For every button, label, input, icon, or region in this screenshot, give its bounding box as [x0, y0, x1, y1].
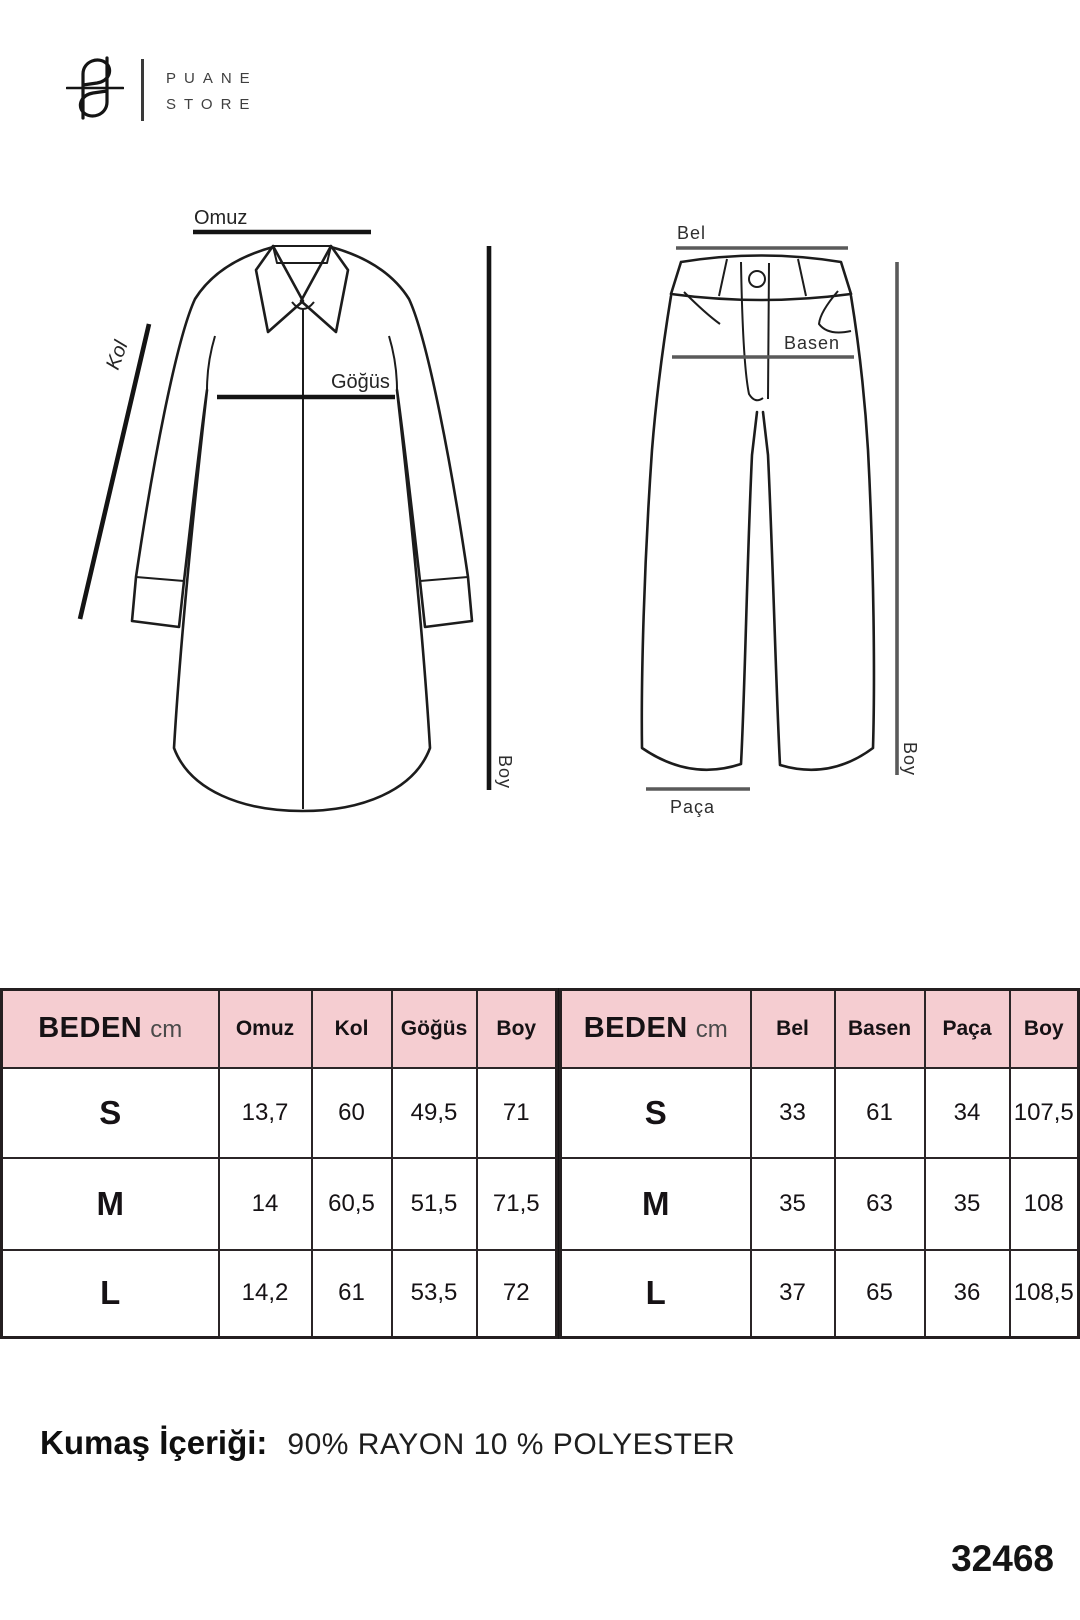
pants-col-basen: Basen [835, 990, 925, 1068]
value-cell: 108,5 [1010, 1250, 1079, 1338]
size-cell: S [561, 1068, 751, 1158]
shirt-chest-label: Göğüs [331, 371, 390, 393]
value-cell: 49,5 [392, 1068, 477, 1158]
value-cell: 13,7 [219, 1068, 312, 1158]
product-code: 32468 [951, 1538, 1054, 1579]
fabric-content-label: Kumaş İçeriği: [40, 1424, 268, 1461]
pants-length-label: Boy [900, 742, 920, 777]
shirt-shoulder-label: Omuz [194, 207, 248, 229]
value-cell: 65 [835, 1250, 925, 1338]
shirt-col-gogus: Göğüs [392, 990, 477, 1068]
shirt-sleeve-label: Kol [102, 338, 133, 373]
pants-row-l [561, 1250, 1079, 1338]
value-cell: 33 [751, 1068, 835, 1158]
pants-size-table [559, 988, 1080, 1339]
size-cell: M [2, 1158, 219, 1250]
shirt-row-s [2, 1068, 557, 1158]
value-cell: 36 [925, 1250, 1010, 1338]
pants-hip-label: Basen [784, 333, 841, 353]
value-cell: 51,5 [392, 1158, 477, 1250]
size-cell: L [2, 1250, 219, 1338]
pants-waist-label: Bel [677, 223, 707, 243]
pants-col-boy: Boy [1010, 990, 1079, 1068]
value-cell: 14 [219, 1158, 312, 1250]
unit-label: cm [150, 1016, 183, 1044]
value-cell: 63 [835, 1158, 925, 1250]
shirt-col-omuz: Omuz [219, 990, 312, 1068]
pants-table-header-row [561, 990, 1079, 1068]
fabric-content-line [40, 1424, 735, 1462]
value-cell: 35 [925, 1158, 1010, 1250]
shirt-table-header-row [2, 990, 557, 1068]
size-cell: S [2, 1068, 219, 1158]
shirt-col-boy: Boy [477, 990, 557, 1068]
value-cell: 61 [312, 1250, 392, 1338]
value-cell: 14,2 [219, 1250, 312, 1338]
pants-row-m [561, 1158, 1079, 1250]
shirt-row-l [2, 1250, 557, 1338]
value-cell: 71 [477, 1068, 557, 1158]
pants-row-s [561, 1068, 1079, 1158]
pants-col-paca: Paça [925, 990, 1010, 1068]
value-cell: 35 [751, 1158, 835, 1250]
size-cell: M [561, 1158, 751, 1250]
shirt-row-m [2, 1158, 557, 1250]
beden-title: BEDEN [38, 1012, 143, 1045]
value-cell: 60 [312, 1068, 392, 1158]
shirt-size-table [0, 988, 558, 1339]
size-tables [0, 988, 1080, 1339]
value-cell: 60,5 [312, 1158, 392, 1250]
value-cell: 61 [835, 1068, 925, 1158]
value-cell: 72 [477, 1250, 557, 1338]
size-cell: L [561, 1250, 751, 1338]
pants-col-bel: Bel [751, 990, 835, 1068]
pants-hem-label: Paça [670, 797, 716, 817]
brand-name-line1: PUANE [166, 69, 258, 87]
shirt-length-label: Boy [495, 755, 515, 790]
value-cell: 71,5 [477, 1158, 557, 1250]
pants-size-column-header [561, 990, 751, 1068]
brand-name-line2: STORE [166, 95, 258, 113]
shirt-diagram-icon [132, 246, 472, 811]
beden-title: BEDEN [583, 1012, 688, 1045]
shirt-size-column-header [2, 990, 219, 1068]
unit-label: cm [695, 1016, 728, 1044]
value-cell: 53,5 [392, 1250, 477, 1338]
shirt-col-kol: Kol [312, 990, 392, 1068]
value-cell: 34 [925, 1068, 1010, 1158]
value-cell: 108 [1010, 1158, 1079, 1250]
value-cell: 37 [751, 1250, 835, 1338]
value-cell: 107,5 [1010, 1068, 1079, 1158]
fabric-content-value: 90% RAYON 10 % POLYESTER [287, 1428, 736, 1461]
